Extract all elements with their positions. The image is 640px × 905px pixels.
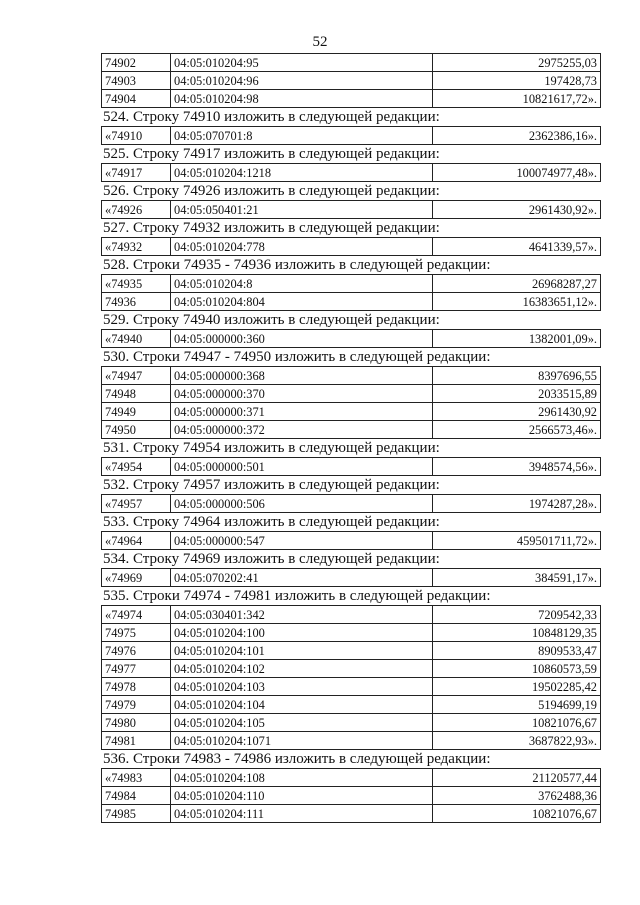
registry-table [101, 274, 601, 311]
table-row [102, 458, 601, 476]
amendment-section [101, 182, 601, 219]
table-row [102, 732, 601, 750]
value-cell: 2975255,03 [433, 54, 601, 72]
row-number-cell: 74975 [102, 624, 171, 642]
amendment-heading: 528. Строки 74935 - 74936 изложить в следующей редакции: [103, 257, 491, 273]
table-row [102, 787, 601, 805]
table-row [102, 660, 601, 678]
registry-table [101, 568, 601, 587]
registry-table [101, 53, 601, 108]
cadastral-number-cell: 04:05:010204:108 [171, 769, 433, 787]
table-row [102, 678, 601, 696]
cadastral-number-cell: 04:05:010204:98 [171, 90, 433, 108]
amendment-section [101, 550, 601, 587]
cadastral-number-cell: 04:05:010204:111 [171, 805, 433, 823]
row-number-cell: 74948 [102, 385, 171, 403]
cadastral-number-cell: 04:05:010204:101 [171, 642, 433, 660]
registry-table [101, 163, 601, 182]
table-row [102, 385, 601, 403]
value-cell: 197428,73 [433, 72, 601, 90]
cadastral-number-cell: 04:05:010204:1218 [171, 164, 433, 182]
value-cell: 1382001,09». [433, 330, 601, 348]
cadastral-number-cell: 04:05:010204:8 [171, 275, 433, 293]
document-body [101, 53, 601, 823]
row-number-cell: «74910 [102, 127, 171, 145]
cadastral-number-cell: 04:05:010204:778 [171, 238, 433, 256]
amendment-heading: 527. Строку 74932 изложить в следующей редакции: [103, 220, 440, 236]
row-number-cell: «74974 [102, 606, 171, 624]
cadastral-number-cell: 04:05:000000:371 [171, 403, 433, 421]
cadastral-number-cell: 04:05:010204:95 [171, 54, 433, 72]
row-number-cell: «74969 [102, 569, 171, 587]
value-cell: 8909533,47 [433, 642, 601, 660]
row-number-cell: 74984 [102, 787, 171, 805]
value-cell: 10860573,59 [433, 660, 601, 678]
table-row [102, 127, 601, 145]
value-cell: 1974287,28». [433, 495, 601, 513]
row-number-cell: «74957 [102, 495, 171, 513]
table-row [102, 606, 601, 624]
table-row [102, 624, 601, 642]
value-cell: 100074977,48». [433, 164, 601, 182]
cadastral-number-cell: 04:05:010204:104 [171, 696, 433, 714]
table-row [102, 421, 601, 439]
row-number-cell: «74947 [102, 367, 171, 385]
table-row [102, 275, 601, 293]
value-cell: 2033515,89 [433, 385, 601, 403]
amendment-heading: 534. Строку 74969 изложить в следующей редакции: [103, 551, 440, 567]
value-cell: 2961430,92 [433, 403, 601, 421]
value-cell: 2362386,16». [433, 127, 601, 145]
value-cell: 3762488,36 [433, 787, 601, 805]
amendment-heading: 525. Строку 74917 изложить в следующей редакции: [103, 146, 440, 162]
value-cell: 10821076,67 [433, 714, 601, 732]
cadastral-number-cell: 04:05:010204:100 [171, 624, 433, 642]
value-cell: 7209542,33 [433, 606, 601, 624]
amendment-section [101, 311, 601, 348]
cadastral-number-cell: 04:05:070701:8 [171, 127, 433, 145]
row-number-cell: 74981 [102, 732, 171, 750]
registry-table [101, 200, 601, 219]
table-row [102, 367, 601, 385]
registry-table [101, 457, 601, 476]
row-number-cell: 74977 [102, 660, 171, 678]
table-row [102, 238, 601, 256]
row-number-cell: «74983 [102, 769, 171, 787]
cadastral-number-cell: 04:05:000000:501 [171, 458, 433, 476]
amendment-section [101, 219, 601, 256]
value-cell: 19502285,42 [433, 678, 601, 696]
cadastral-number-cell: 04:05:000000:506 [171, 495, 433, 513]
amendment-heading: 531. Строку 74954 изложить в следующей редакции: [103, 440, 440, 456]
table-row [102, 164, 601, 182]
value-cell: 2566573,46». [433, 421, 601, 439]
amendment-heading: 536. Строки 74983 - 74986 изложить в следующей редакции: [103, 751, 491, 767]
table-row [102, 642, 601, 660]
value-cell: 10848129,35 [433, 624, 601, 642]
amendment-heading: 532. Строку 74957 изложить в следующей редакции: [103, 477, 440, 493]
value-cell: 5194699,19 [433, 696, 601, 714]
row-number-cell: «74917 [102, 164, 171, 182]
value-cell: 10821617,72». [433, 90, 601, 108]
amendment-section [101, 108, 601, 145]
row-number-cell: «74926 [102, 201, 171, 219]
registry-table [101, 329, 601, 348]
value-cell: 459501711,72». [433, 532, 601, 550]
cadastral-number-cell: 04:05:010204:804 [171, 293, 433, 311]
amendment-heading: 530. Строки 74947 - 74950 изложить в следующей редакции: [103, 349, 491, 365]
cadastral-number-cell: 04:05:010204:1071 [171, 732, 433, 750]
table-row [102, 201, 601, 219]
cadastral-number-cell: 04:05:010204:102 [171, 660, 433, 678]
row-number-cell: 74979 [102, 696, 171, 714]
row-number-cell: 74904 [102, 90, 171, 108]
row-number-cell: «74964 [102, 532, 171, 550]
cadastral-number-cell: 04:05:010204:105 [171, 714, 433, 732]
row-number-cell: 74976 [102, 642, 171, 660]
value-cell: 8397696,55 [433, 367, 601, 385]
cadastral-number-cell: 04:05:030401:342 [171, 606, 433, 624]
table-row [102, 714, 601, 732]
amendment-section [101, 145, 601, 182]
registry-table [101, 531, 601, 550]
amendment-heading: 529. Строку 74940 изложить в следующей редакции: [103, 312, 440, 328]
table-row [102, 696, 601, 714]
table-row [102, 330, 601, 348]
row-number-cell: 74980 [102, 714, 171, 732]
row-number-cell: «74935 [102, 275, 171, 293]
amendment-heading: 526. Строку 74926 изложить в следующей редакции: [103, 183, 440, 199]
value-cell: 2961430,92». [433, 201, 601, 219]
row-number-cell: «74954 [102, 458, 171, 476]
row-number-cell: 74949 [102, 403, 171, 421]
value-cell: 16383651,12». [433, 293, 601, 311]
row-number-cell: 74978 [102, 678, 171, 696]
amendment-section [101, 348, 601, 439]
table-row [102, 805, 601, 823]
cadastral-number-cell: 04:05:000000:368 [171, 367, 433, 385]
amendment-heading: 524. Строку 74910 изложить в следующей редакции: [103, 109, 440, 125]
value-cell: 384591,17». [433, 569, 601, 587]
registry-table [101, 494, 601, 513]
row-number-cell: 74936 [102, 293, 171, 311]
amendment-section [101, 587, 601, 750]
table-row [102, 90, 601, 108]
row-number-cell: 74985 [102, 805, 171, 823]
amendment-section [101, 53, 601, 108]
cadastral-number-cell: 04:05:010204:96 [171, 72, 433, 90]
table-row [102, 54, 601, 72]
value-cell: 10821076,67 [433, 805, 601, 823]
cadastral-number-cell: 04:05:010204:103 [171, 678, 433, 696]
cadastral-number-cell: 04:05:050401:21 [171, 201, 433, 219]
value-cell: 21120577,44 [433, 769, 601, 787]
amendment-heading: 533. Строку 74964 изложить в следующей редакции: [103, 514, 440, 530]
table-row [102, 532, 601, 550]
table-row [102, 293, 601, 311]
table-row [102, 495, 601, 513]
table-row [102, 72, 601, 90]
value-cell: 3948574,56». [433, 458, 601, 476]
registry-table [101, 605, 601, 750]
table-row [102, 769, 601, 787]
registry-table [101, 237, 601, 256]
cadastral-number-cell: 04:05:070202:41 [171, 569, 433, 587]
amendment-section [101, 476, 601, 513]
table-row [102, 403, 601, 421]
amendment-section [101, 750, 601, 823]
row-number-cell: 74903 [102, 72, 171, 90]
amendment-section [101, 439, 601, 476]
row-number-cell: 74902 [102, 54, 171, 72]
cadastral-number-cell: 04:05:000000:370 [171, 385, 433, 403]
amendment-heading: 535. Строки 74974 - 74981 изложить в следующей редакции: [103, 588, 491, 604]
registry-table [101, 768, 601, 823]
row-number-cell: 74950 [102, 421, 171, 439]
amendment-section [101, 513, 601, 550]
value-cell: 4641339,57». [433, 238, 601, 256]
value-cell: 26968287,27 [433, 275, 601, 293]
table-row [102, 569, 601, 587]
row-number-cell: «74940 [102, 330, 171, 348]
registry-table [101, 366, 601, 439]
value-cell: 3687822,93». [433, 732, 601, 750]
registry-table [101, 126, 601, 145]
cadastral-number-cell: 04:05:010204:110 [171, 787, 433, 805]
amendment-section [101, 256, 601, 311]
cadastral-number-cell: 04:05:000000:547 [171, 532, 433, 550]
page-number: 52 [312, 34, 328, 50]
row-number-cell: «74932 [102, 238, 171, 256]
cadastral-number-cell: 04:05:000000:360 [171, 330, 433, 348]
cadastral-number-cell: 04:05:000000:372 [171, 421, 433, 439]
